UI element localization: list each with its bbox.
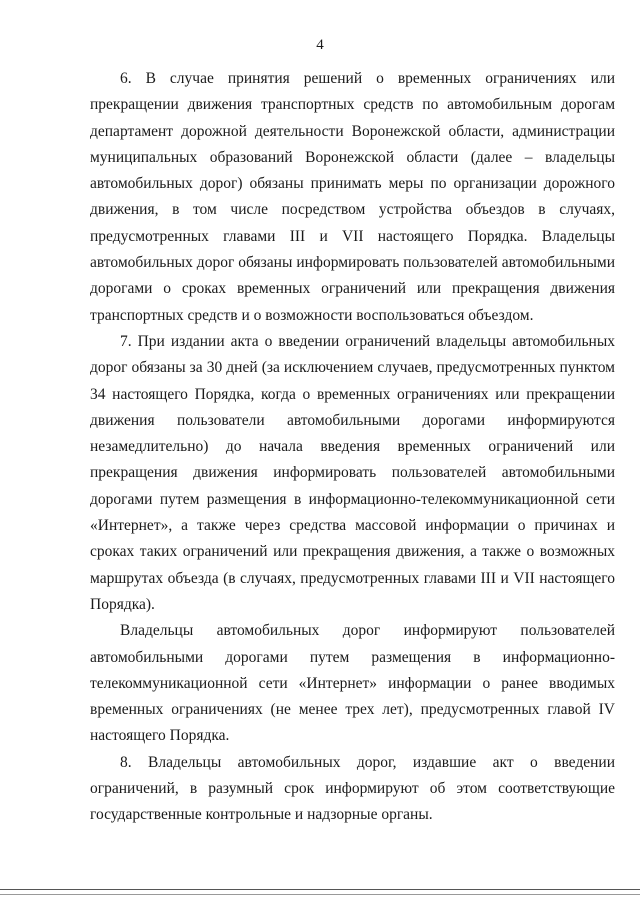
- paragraph-7: 7. При издании акта о введении ограничений владельцы автомобильных дорог обязаны за 30 дней (за исключением случаев, предусмотренных пунктом 34 настоящего Порядка, когда о временных ограничениях или прекращении движения пользователи автомобильными дорогами информируются незамедлительно) до начала введения временных ограничений или прекращения движения информировать пользователей автомобильными дорогами путем размещения в информационно-телекоммуникационной сети «Интернет», а также через средства массовой информации о причинах и сроках таких ограничений или прекращения движения, а также о возможных маршрутах объезда (в случаях, предусмотренных главами III и VII настоящего Порядка).: [90, 332, 615, 613]
- paragraph-8: 8. Владельцы автомобильных дорог, издавшие акт о введении ограничений, в разумный срок информируют об этом соответствующие государственные контрольные и надзорные органы.: [90, 753, 615, 824]
- bottom-scan-edge: [0, 889, 640, 890]
- bottom-scan-edge-secondary: [0, 894, 640, 895]
- paragraph-6: 6. В случае принятия решений о временных ограничениях или прекращении движения транспортных средств по автомобильным дорогам департамент дорожной деятельности Воронежской области, администрации муниципальных образований Воронежской области (далее – владельцы автомобильных дорог) обязаны принимать меры по организации дорожного движения, в том числе посредством устройства объездов в случаях, предусмотренных главами III и VII настоящего Порядка. Владельцы автомобильных дорог обязаны информировать пользователей автомобильными дорогами о сроках временных ограничений или прекращения движения транспортных средств и о возможности воспользоваться объездом.: [90, 70, 615, 324]
- page-number: 4: [316, 37, 324, 53]
- paragraph-7-continuation: Владельцы автомобильных дорог информируют пользователей автомобильными дорогами путем размещения в информационно-телекоммуникационной сети «Интернет» информации о ранее вводимых временных ограничениях (не менее трех лет), предусмотренных главой IV настоящего Порядка.: [90, 622, 615, 745]
- document-body: [90, 66, 615, 829]
